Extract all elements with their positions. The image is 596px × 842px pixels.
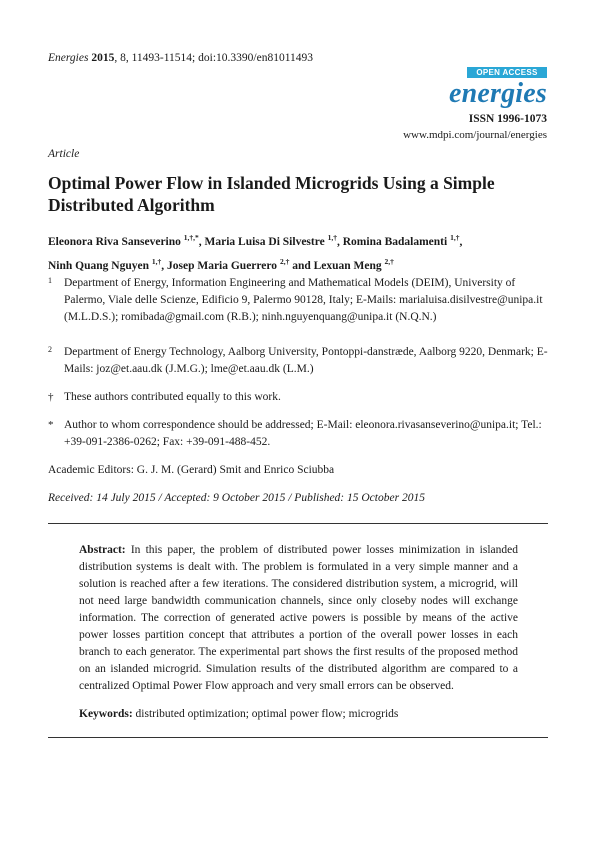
academic-editors: Academic Editors: G. J. M. (Gerard) Smit and Enrico Sciubba (48, 464, 335, 476)
affiliation-number: 2 (48, 345, 52, 354)
author-separator: and (289, 259, 314, 272)
author-separator: , (161, 259, 167, 272)
correspondence-note (48, 417, 548, 451)
author-separator: , (336, 235, 343, 248)
journal-url[interactable]: www.mdpi.com/journal/energies (403, 129, 547, 141)
issn: ISSN 1996-1073 (468, 113, 547, 125)
article-type: Article (48, 148, 80, 160)
citation-year: 2015 (91, 52, 115, 64)
divider-top (48, 523, 548, 524)
author-separator: , (198, 235, 205, 248)
abstract (79, 542, 518, 695)
affiliation-1 (48, 275, 548, 326)
divider-bottom (48, 737, 548, 738)
affiliation-text: Department of Energy Technology, Aalborg University, Pontoppi-danstræde, Aalborg 9220, Denmark; E-Mails: joz@et.aau.dk (J.M.G.); lme@et.aau.dk (L.M.) (64, 346, 548, 375)
journal-name: Energies (48, 52, 89, 64)
author-name: Lexuan Meng (313, 259, 382, 272)
author-affiliation-mark: 1,† (151, 256, 162, 266)
author-affiliation-mark: 1,† (450, 233, 460, 242)
author-name: Romina Badalamenti (342, 235, 448, 248)
abstract-text: In this paper, the problem of distributed power losses minimization in islanded distribution systems is dealt with. The problem is formulated in a very simple manner and a solution is reached after a few iterations. The considered distribution system, a microgrid, will not need large bandwidth communication channels, since only closeby nodes will exchange information. The correction of generated active powers is possible by means of the active power losses partition concept that attributes a portion of the overall power losses in each branch to each generator. The experimental part shows the first results of the proposed method on an islanded microgrid. Simulation results of the distributed algorithm are compared to a centralized Optimal Power Flow approach and very small errors can be observed. (79, 544, 519, 692)
citation-details: , 8, 11493-11514; doi:10.3390/en81011493 (114, 52, 314, 64)
keywords-text: distributed optimization; optimal power flow; microgrids (135, 708, 399, 720)
asterisk-symbol: * (48, 419, 54, 431)
journal-logo: energies (448, 78, 547, 109)
open-access-badge: OPEN ACCESS (467, 67, 547, 78)
abstract-label: Abstract: (79, 544, 126, 556)
author-name: Josep Maria Guerrero (166, 259, 278, 272)
author-affiliation-mark: 2,† (279, 256, 290, 266)
affiliation-number: 1 (48, 276, 52, 285)
keywords (79, 708, 398, 720)
author-list (48, 228, 548, 276)
author-separator: , (459, 235, 463, 248)
equal-contribution-text: These authors contributed equally to this work. (64, 391, 281, 403)
publication-dates: Received: 14 July 2015 / Accepted: 9 October 2015 / Published: 15 October 2015 (48, 492, 425, 504)
author-affiliation-mark: 1,†,* (183, 233, 199, 242)
author-name: Ninh Quang Nguyen (48, 259, 149, 272)
affiliation-2 (48, 344, 548, 378)
paper-title: Optimal Power Flow in Islanded Microgrids Using a Simple Distributed Algorithm (48, 173, 495, 215)
affiliation-text: Department of Energy, Information Engineering and Mathematical Models (DEIM), University of Palermo, Viale delle Scienze, Edificio 9, Palermo 90128, Italy; E-Mails: marialuisa.disilvestre@unipa.it (M.L.D.S.); romibada@gmail.com (R.B.); ninh.nguyenquang@unipa.it (N.Q.N.) (64, 277, 543, 323)
author-name: Maria Luisa Di Silvestre (204, 235, 325, 248)
correspondence-text: Author to whom correspondence should be addressed; E-Mail: eleonora.rivasanseverino@unipa.it; Tel.: +39-091-2386-0262; Fax: +39-091-488-452. (64, 419, 542, 448)
citation-line (48, 52, 313, 64)
dagger-symbol: † (48, 391, 54, 403)
author-name: Eleonora Riva Sanseverino (48, 235, 181, 248)
equal-contribution-note (48, 389, 548, 406)
author-affiliation-mark: 1,† (327, 233, 337, 242)
author-affiliation-mark: 2,† (384, 256, 394, 266)
keywords-label: Keywords: (79, 708, 133, 720)
